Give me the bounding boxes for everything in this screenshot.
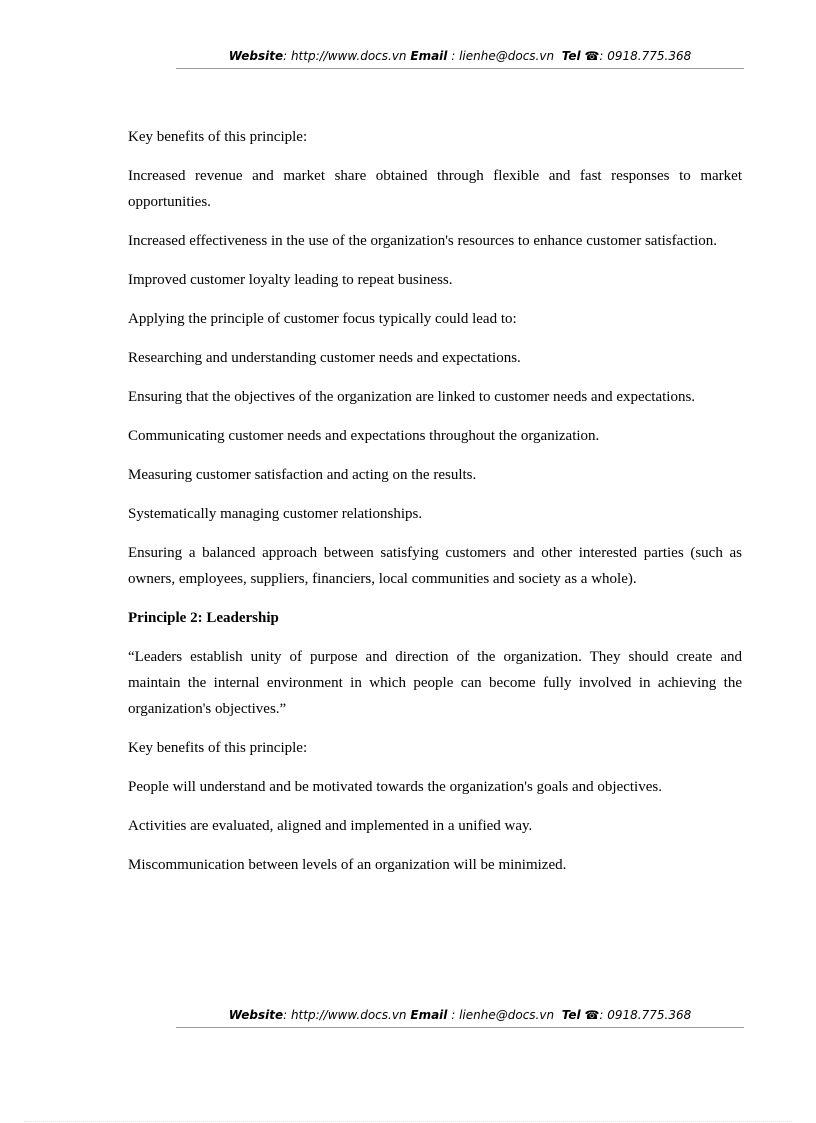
paragraph: Researching and understanding customer needs and expectations. (128, 350, 521, 366)
footer-website-link[interactable]: : http://www.docs.vn (283, 1008, 407, 1022)
paragraph: Key benefits of this principle: (128, 740, 308, 756)
footer-tel-value: : 0918.775.368 (599, 1008, 692, 1022)
phone-icon: ☎ (584, 49, 600, 63)
paragraph: Increased revenue and market share obtained through flexible and fast responses to market opportunities. (128, 168, 742, 210)
paragraph: Ensuring that the objectives of the organization are linked to customer needs and expectations. (128, 389, 696, 405)
header-tel-value: : 0918.775.368 (599, 49, 692, 63)
page-header (176, 48, 744, 64)
footer-tel-label: Tel (561, 1008, 581, 1022)
header-tel-label: Tel (561, 49, 581, 63)
footer-email-label: Email (410, 1008, 448, 1022)
paragraph: Activities are evaluated, aligned and implemented in a unified way. (128, 818, 533, 834)
page-edge-divider (24, 1121, 792, 1122)
paragraph: Miscommunication between levels of an organization will be minimized. (128, 857, 567, 873)
paragraph: Ensuring a balanced approach between satisfying customers and other interested parties (such as owners, employees, suppliers, financiers, local communities and society as a whole). (128, 545, 742, 587)
paragraph: Communicating customer needs and expectations throughout the organization. (128, 428, 600, 444)
document-body (128, 124, 742, 891)
paragraph: Applying the principle of customer focus typically could lead to: (128, 311, 517, 327)
paragraph: Key benefits of this principle: (128, 129, 308, 145)
paragraph: Improved customer loyalty leading to repeat business. (128, 272, 453, 288)
paragraph: “Leaders establish unity of purpose and direction of the organization. They should create and maintain the internal environment in which people can become fully involved in achieving the organization's objectives.” (128, 649, 742, 717)
paragraph: People will understand and be motivated towards the organization's goals and objectives. (128, 779, 662, 795)
footer-website-label: Website (228, 1008, 284, 1022)
paragraph: Measuring customer satisfaction and acting on the results. (128, 467, 477, 483)
page-footer (176, 1007, 744, 1023)
footer-divider (176, 1027, 744, 1028)
paragraph: Increased effectiveness in the use of the organization's resources to enhance customer satisfaction. (128, 233, 718, 249)
header-email-label: Email (410, 49, 448, 63)
footer-email-link[interactable]: : lienhe@docs.vn (451, 1008, 555, 1022)
header-website-link[interactable]: : http://www.docs.vn (283, 49, 407, 63)
header-website-label: Website (228, 49, 284, 63)
section-heading: Principle 2: Leadership (128, 610, 279, 626)
paragraph: Systematically managing customer relationships. (128, 506, 423, 522)
phone-icon: ☎ (584, 1008, 600, 1022)
header-email-link[interactable]: : lienhe@docs.vn (451, 49, 555, 63)
header-divider (176, 68, 744, 69)
